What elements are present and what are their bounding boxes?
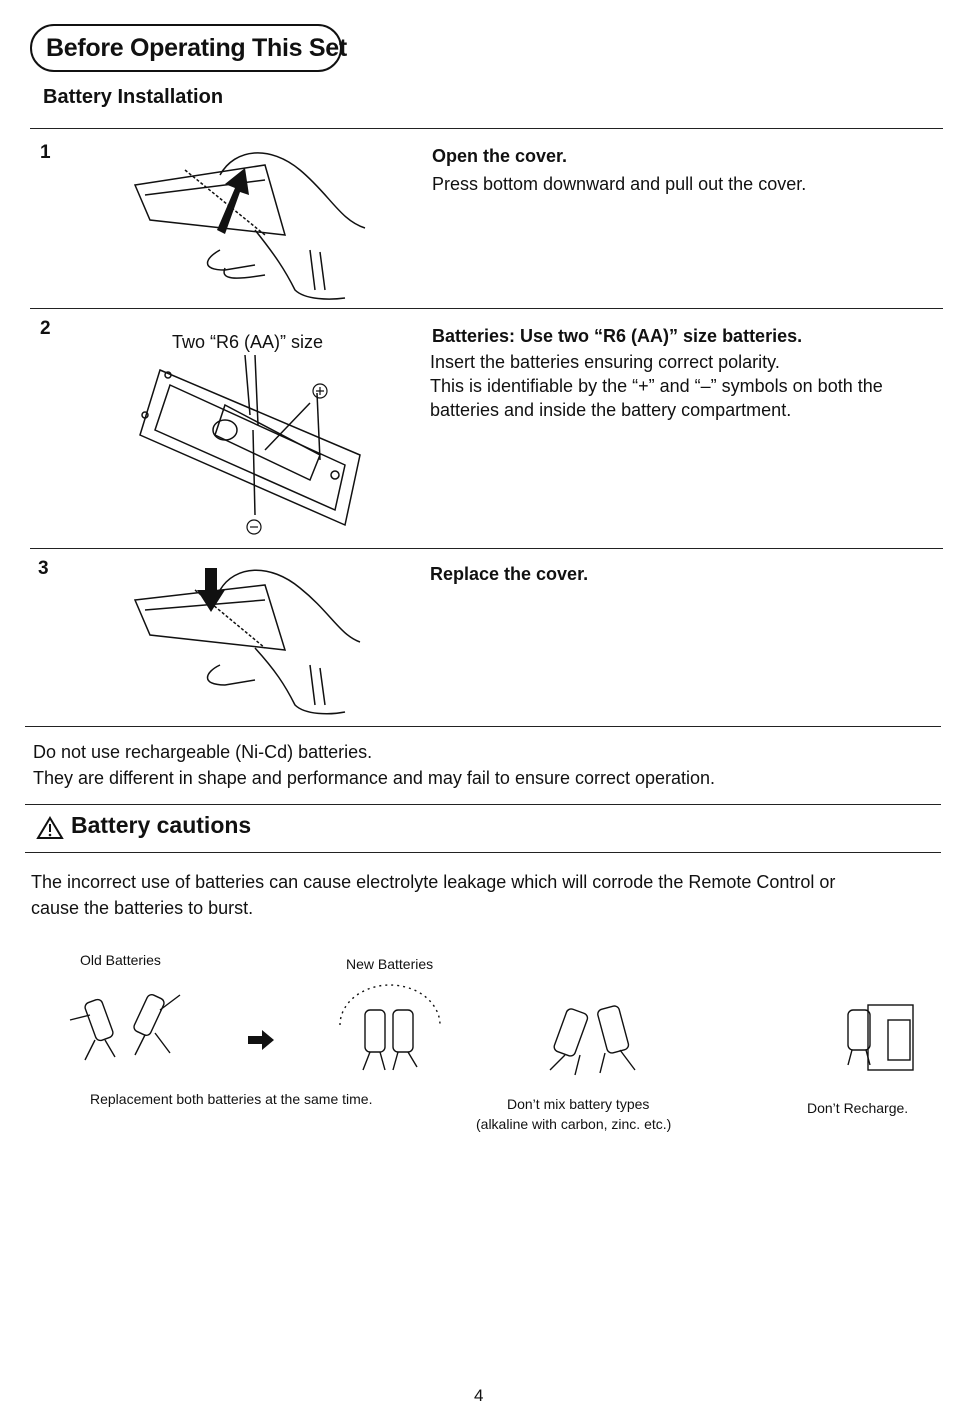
step-1-number: 1 (40, 142, 51, 163)
step-1-text: Press bottom downward and pull out the cover. (432, 174, 807, 194)
divider (30, 548, 943, 549)
step-2-line-2: This is identifiable by the “+” and “–” symbols on both the (430, 376, 883, 396)
step-3-title: Replace the cover. (430, 564, 589, 584)
battery-installation-heading: Battery Installation (43, 86, 224, 108)
mixed-batteries-illustration (540, 995, 650, 1080)
battery-compartment-illustration (130, 355, 370, 540)
new-batteries-label: New Batteries (346, 956, 434, 972)
step-3-number: 3 (38, 558, 49, 579)
step-2-line-1: Insert the batteries ensuring correct polarity. (430, 352, 780, 372)
caption-mix-line-2: (alkaline with carbon, zinc. etc.) (476, 1116, 672, 1132)
caption-recharge: Don’t Recharge. (807, 1100, 909, 1116)
divider (25, 726, 941, 727)
rechargeable-note-line-1: Do not use rechargeable (Ni-Cd) batteries. (33, 742, 373, 762)
new-batteries-illustration (335, 985, 445, 1075)
step-2-title: Batteries: Use two “R6 (AA)” size batteries. (432, 326, 803, 346)
caption-replace: Replacement both batteries at the same time. (90, 1091, 373, 1107)
cautions-intro-line-2: cause the batteries to burst. (31, 898, 254, 918)
divider (30, 308, 943, 309)
warning-icon (36, 816, 64, 840)
divider (25, 804, 941, 805)
old-batteries-label: Old Batteries (80, 952, 161, 968)
replace-cover-illustration (125, 560, 375, 720)
open-cover-illustration (125, 140, 375, 305)
old-batteries-illustration (60, 985, 190, 1070)
section-title-box (30, 24, 347, 72)
divider (30, 128, 943, 129)
cautions-intro-line-1: The incorrect use of batteries can cause electrolyte leakage which will corrode the Remote Control or (31, 872, 836, 892)
divider (25, 852, 941, 853)
step-1-title: Open the cover. (432, 146, 568, 166)
section-title: Before Operating This Set (46, 34, 347, 62)
arrow-icon (217, 168, 249, 234)
rechargeable-note-line-2: They are different in shape and performance and may fail to ensure correct operation. (33, 768, 716, 788)
recharge-battery-illustration (838, 1000, 918, 1075)
arrow-right-icon (248, 1030, 276, 1050)
step-2-number: 2 (40, 318, 51, 339)
step-2-line-3: batteries and inside the battery compartment. (430, 400, 792, 420)
battery-cautions-title: Battery cautions (71, 812, 252, 838)
page-number: 4 (474, 1386, 484, 1405)
caption-mix-line-1: Don’t mix battery types (507, 1096, 650, 1112)
battery-size-label: Two “R6 (AA)” size (172, 332, 324, 352)
